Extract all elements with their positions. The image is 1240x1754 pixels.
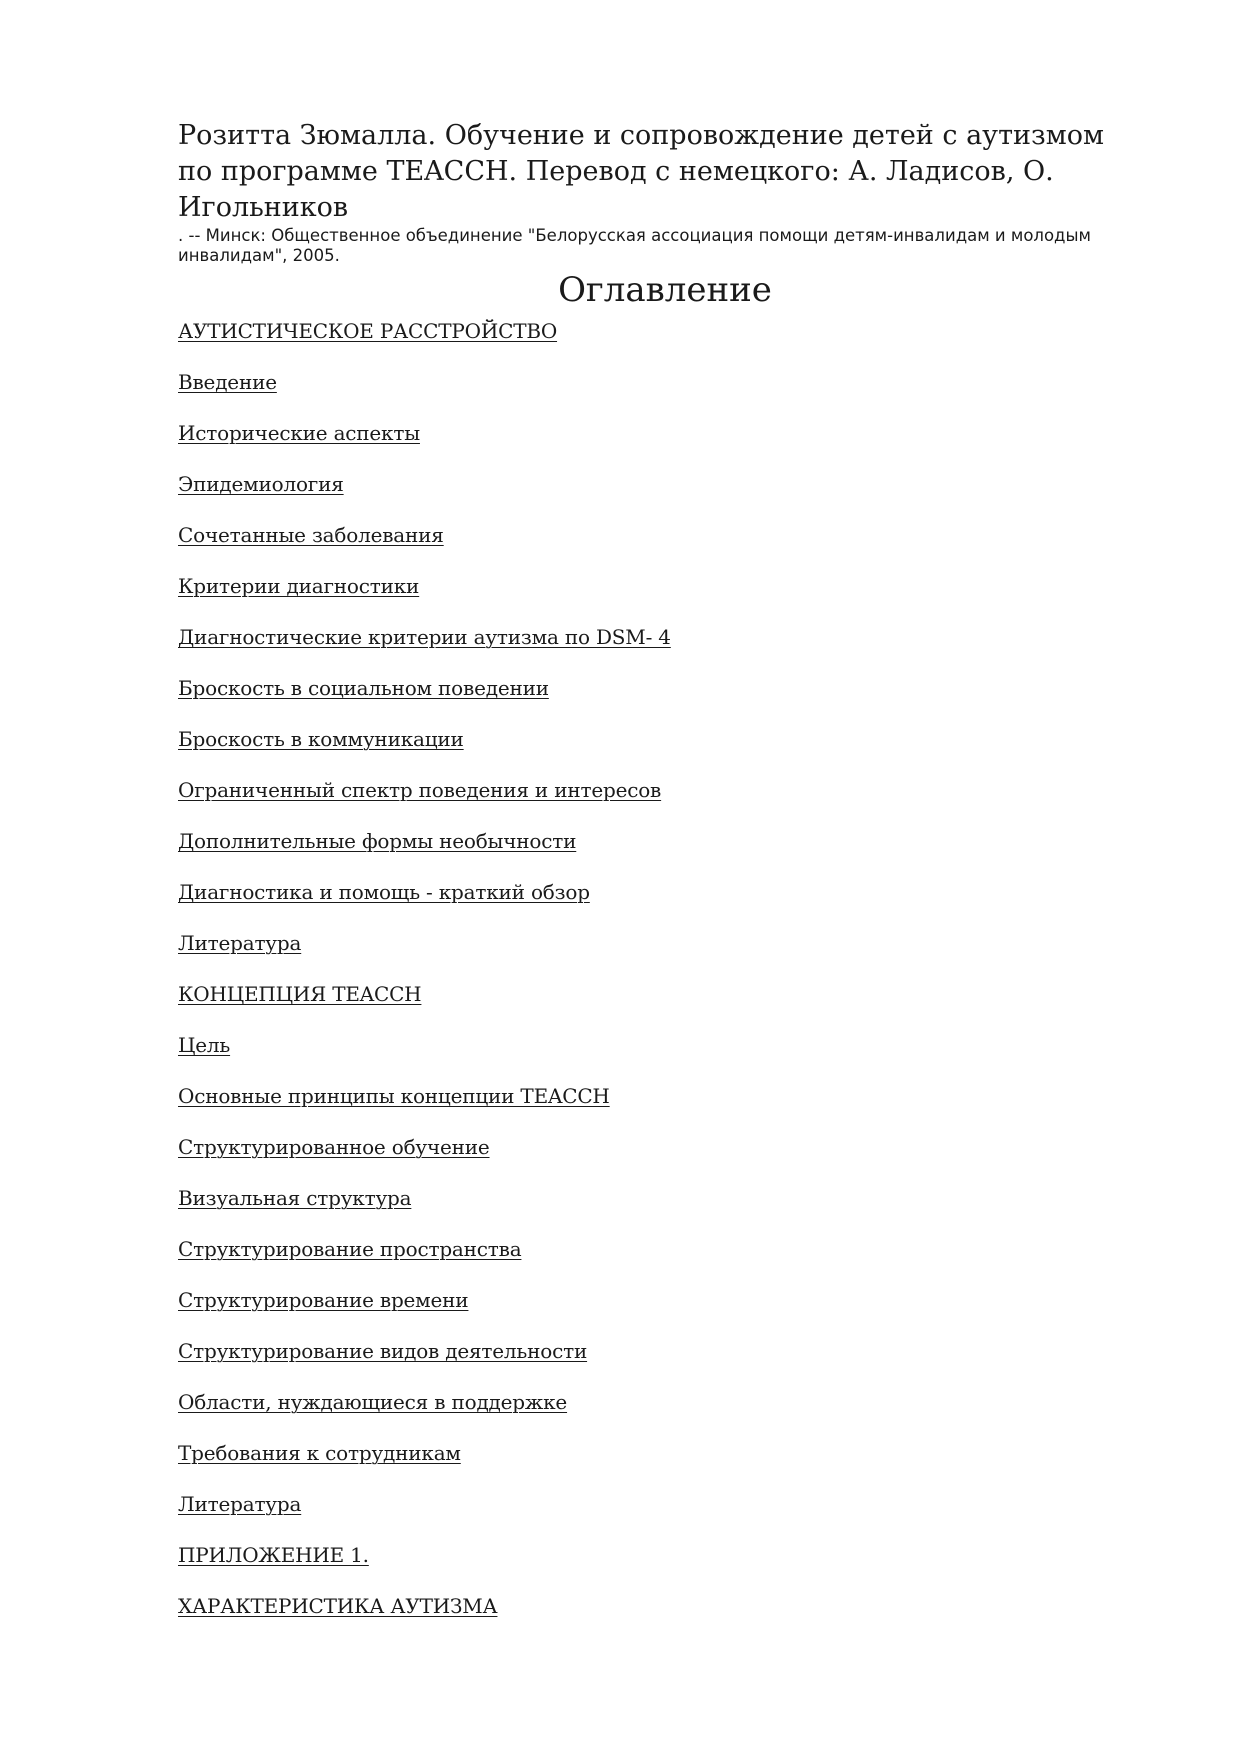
toc-link-introduction[interactable]: Введение xyxy=(178,370,277,394)
toc-link-autism-characteristics[interactable]: ХАРАКТЕРИСТИКА АУТИЗМА xyxy=(178,1594,498,1618)
toc-item xyxy=(178,1336,1138,1387)
toc-item xyxy=(178,673,1138,724)
toc-link-diagnosis-overview[interactable]: Диагностика и помощь - краткий обзор xyxy=(178,880,590,904)
toc-heading: Оглавление xyxy=(558,270,772,310)
toc-item xyxy=(178,1285,1138,1336)
toc-link-diagnostic-criteria[interactable]: Критерии диагностики xyxy=(178,574,420,598)
toc-item xyxy=(178,826,1138,877)
toc-item xyxy=(178,1540,1138,1591)
toc-link-activity-structuring[interactable]: Структурирование видов деятельности xyxy=(178,1339,588,1363)
toc-link-appendix-1[interactable]: ПРИЛОЖЕНИЕ 1. xyxy=(178,1543,369,1567)
toc-item xyxy=(178,367,1138,418)
toc-item xyxy=(178,418,1138,469)
toc-link-literature-2[interactable]: Литература xyxy=(178,1492,302,1516)
toc-item xyxy=(178,622,1138,673)
toc-link-social-behavior[interactable]: Броскость в социальном поведении xyxy=(178,676,549,700)
toc-link-literature-1[interactable]: Литература xyxy=(178,931,302,955)
toc-item xyxy=(178,1234,1138,1285)
toc-link-historical-aspects[interactable]: Исторические аспекты xyxy=(178,421,420,445)
toc-item xyxy=(178,877,1138,928)
toc-item xyxy=(178,724,1138,775)
document-title: Розитта Зюмалла. Обучение и сопровождение детей с аутизмом по программе TEACCH. Перевод с немецкого: А. Ладисов, О. Игольников xyxy=(178,120,1104,223)
toc-item xyxy=(178,469,1138,520)
toc-link-teacch-concept[interactable]: КОНЦЕПЦИЯ TEACCH xyxy=(178,982,422,1006)
toc-link-goal[interactable]: Цель xyxy=(178,1033,231,1057)
toc-item xyxy=(178,520,1138,571)
toc-link-autistic-disorder[interactable]: АУТИСТИЧЕСКОЕ РАССТРОЙСТВО xyxy=(178,319,558,343)
toc-item xyxy=(178,979,1138,1030)
table-of-contents xyxy=(178,316,1138,1642)
toc-link-epidemiology[interactable]: Эпидемиология xyxy=(178,472,344,496)
toc-item xyxy=(178,1438,1138,1489)
toc-link-communication[interactable]: Броскость в коммуникации xyxy=(178,727,464,751)
toc-link-time-structuring[interactable]: Структурирование времени xyxy=(178,1288,469,1312)
toc-item xyxy=(178,571,1138,622)
toc-link-restricted-behavior[interactable]: Ограниченный спектр поведения и интересов xyxy=(178,778,662,802)
toc-link-space-structuring[interactable]: Структурирование пространства xyxy=(178,1237,522,1261)
toc-item xyxy=(178,316,1138,367)
toc-link-support-areas[interactable]: Области, нуждающиеся в поддержке xyxy=(178,1390,568,1414)
toc-item xyxy=(178,1387,1138,1438)
toc-link-visual-structure[interactable]: Визуальная структура xyxy=(178,1186,412,1210)
toc-link-comorbidities[interactable]: Сочетанные заболевания xyxy=(178,523,444,547)
toc-item xyxy=(178,1183,1138,1234)
toc-item xyxy=(178,1132,1138,1183)
toc-link-teacch-principles[interactable]: Основные принципы концепции TEACCH xyxy=(178,1084,610,1108)
toc-link-additional-forms[interactable]: Дополнительные формы необычности xyxy=(178,829,577,853)
toc-link-structured-learning[interactable]: Структурированное обучение xyxy=(178,1135,490,1159)
toc-item xyxy=(178,1081,1138,1132)
toc-item xyxy=(178,928,1138,979)
toc-item xyxy=(178,1030,1138,1081)
toc-link-staff-requirements[interactable]: Требования к сотрудникам xyxy=(178,1441,461,1465)
toc-link-dsm4-criteria[interactable]: Диагностические критерии аутизма по DSM- 4 xyxy=(178,625,671,649)
toc-item xyxy=(178,775,1138,826)
toc-item xyxy=(178,1489,1138,1540)
toc-item xyxy=(178,1591,1138,1642)
publication-info: . -- Минск: Общественное объединение "Белорусская ассоциация помощи детям-инвалидам и молодым инвалидам", 2005. xyxy=(178,226,1091,265)
